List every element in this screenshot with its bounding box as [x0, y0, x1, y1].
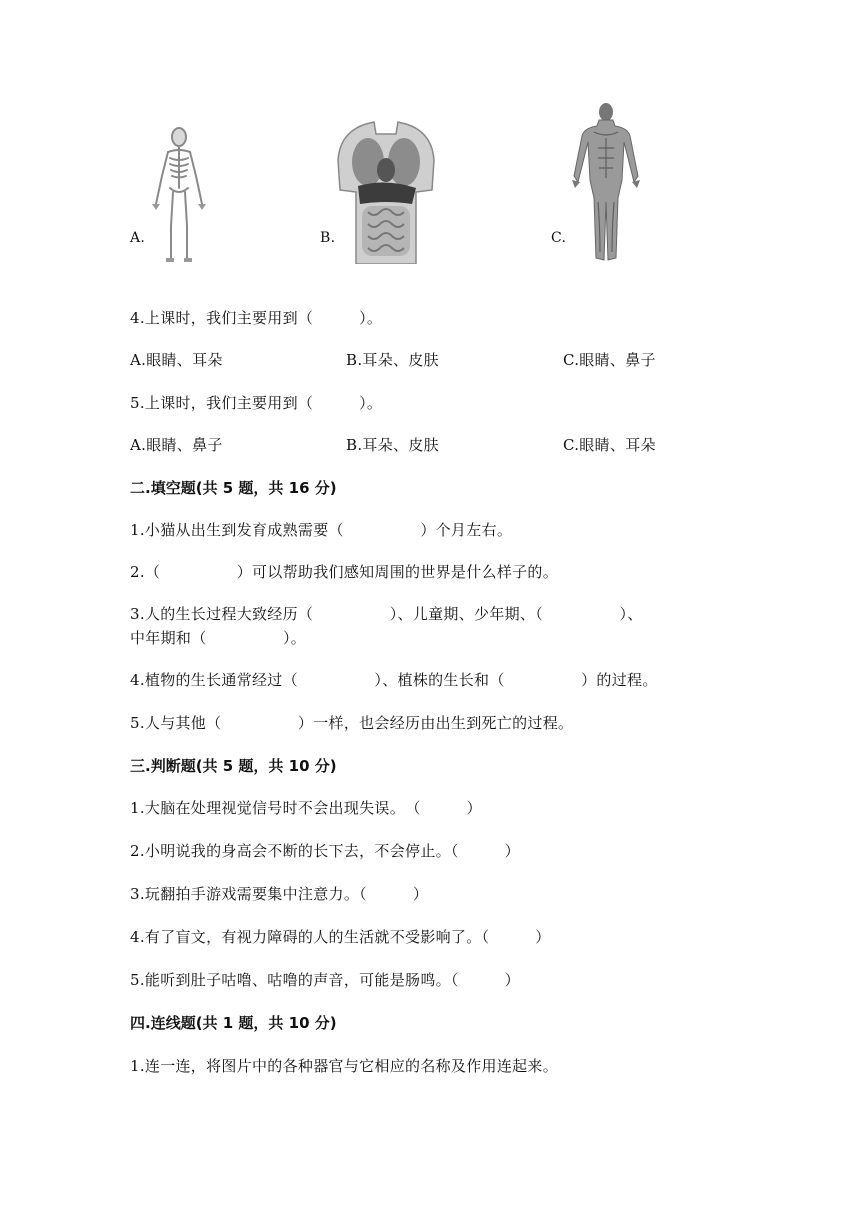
skeleton-figure: [148, 126, 210, 264]
fill-question-4: 4.植物的生长通常经过（ ）、植株的生长和（ ）的过程。: [130, 671, 658, 689]
match-question-1: 1.连一连，将图片中的各种器官与它相应的名称及作用连起来。: [130, 1057, 559, 1075]
fill-question-5: 5.人与其他（ ）一样，也会经历由出生到死亡的过程。: [130, 714, 574, 732]
fill-question-1: 1.小猫从出生到发育成熟需要（ ）个月左右。: [130, 521, 513, 539]
fill-section-heading: 二.填空题(共 5 题，共 16 分): [130, 479, 337, 497]
question-4-stem: 4.上课时，我们主要用到（ ）。: [130, 309, 383, 327]
question-5-option-b: B.耳朵、皮肤: [346, 436, 439, 454]
match-section-heading: 四.连线题(共 1 题，共 10 分): [130, 1014, 337, 1032]
question-4-option-c: C.眼睛、鼻子: [563, 351, 656, 369]
judge-question-3: 3.玩翻拍手游戏需要集中注意力。（ ）: [130, 885, 429, 903]
organs-torso-figure: [336, 120, 436, 264]
question-5-stem: 5.上课时，我们主要用到（ ）。: [130, 394, 383, 412]
figure-b-label: B.: [320, 230, 336, 246]
muscle-figure: [568, 102, 644, 264]
question-4-option-b: B.耳朵、皮肤: [346, 351, 439, 369]
judge-question-1: 1.大脑在处理视觉信号时不会出现失误。 （ ）: [130, 799, 482, 817]
fill-question-2: 2.（ ）可以帮助我们感知周围的世界是什么样子的。: [130, 563, 559, 581]
question-5-option-a: A.眼睛、鼻子: [130, 436, 223, 454]
fill-question-3-line-1: 3.人的生长过程大致经历（ ）、儿童期、少年期、（ ）、: [130, 605, 643, 623]
judge-section-heading: 三.判断题(共 5 题，共 10 分): [130, 757, 337, 775]
judge-question-5: 5.能听到肚子咕噜、咕噜的声音，可能是肠鸣。（ ）: [130, 971, 520, 989]
figure-c-label: C.: [551, 230, 567, 246]
fill-question-3-line-2: 中年期和（ ）。: [130, 629, 307, 647]
question-4-option-a: A.眼睛、耳朵: [130, 351, 223, 369]
figure-a-label: A.: [130, 230, 146, 246]
question-5-option-c: C.眼睛、耳朵: [563, 436, 656, 454]
judge-question-2: 2.小明说我的身高会不断的长下去，不会停止。（ ）: [130, 842, 520, 860]
judge-question-4: 4.有了盲文，有视力障碍的人的生活就不受影响了。（ ）: [130, 928, 551, 946]
